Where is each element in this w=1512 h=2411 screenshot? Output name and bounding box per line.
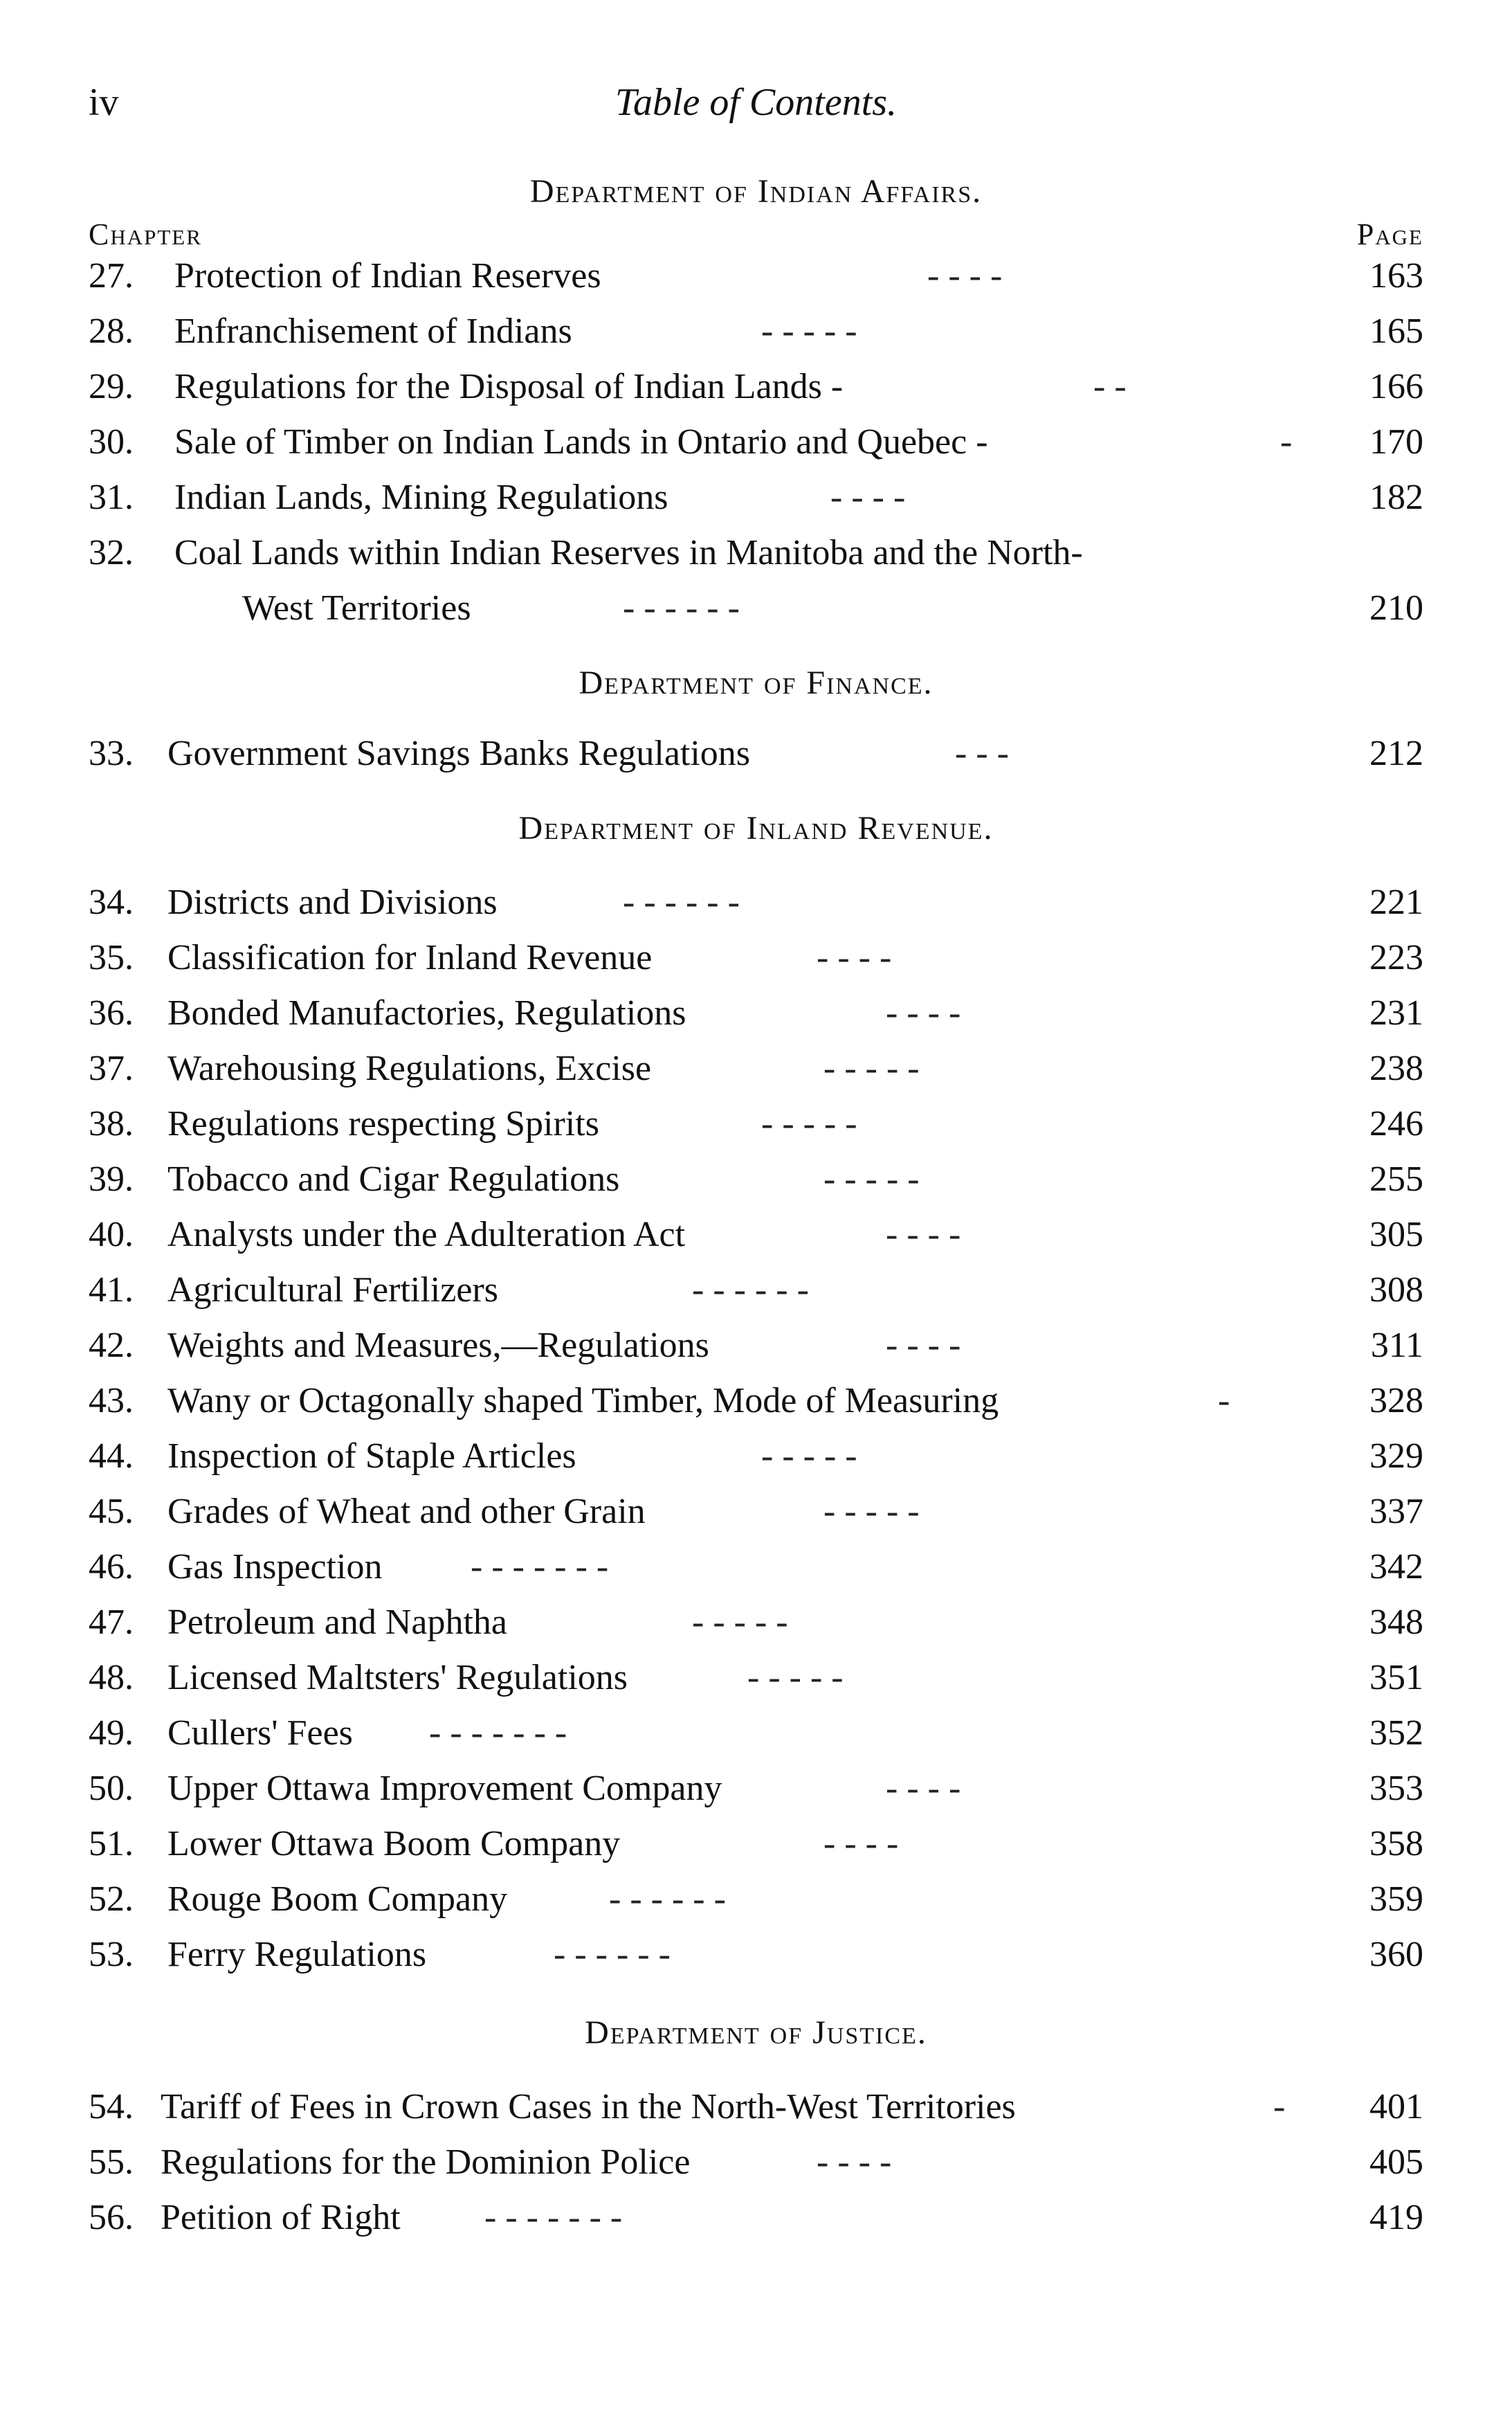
- chapter-title: Petition of Right: [161, 2198, 401, 2237]
- page-number: 328: [1369, 1381, 1423, 1420]
- section-heading: Department of Indian Affairs.: [529, 173, 983, 210]
- chapter-title: Districts and Divisions: [167, 883, 498, 922]
- chapter-number: 42.: [89, 1326, 134, 1365]
- chapter-title: Weights and Measures,—Regulations: [167, 1326, 709, 1365]
- page-number: 238: [1369, 1049, 1423, 1088]
- dot-leaders: -: [1218, 1381, 1230, 1420]
- chapter-number: 50.: [89, 1769, 134, 1808]
- chapter-title: Regulations for the Dominion Police: [161, 2142, 691, 2182]
- page-number: 212: [1369, 734, 1423, 773]
- chapter-title: Agricultural Fertilizers: [167, 1270, 498, 1310]
- page-number: 246: [1369, 1104, 1423, 1144]
- chapter-number: 53.: [89, 1935, 134, 1974]
- chapter-number: 52.: [89, 1879, 134, 1919]
- dot-leaders: - - - - - -: [609, 1879, 726, 1919]
- dot-leaders: - - - - - -: [623, 883, 740, 922]
- page-number: 166: [1369, 367, 1423, 406]
- dot-leaders: - - - -: [823, 1824, 899, 1863]
- page-number: 308: [1369, 1270, 1423, 1310]
- chapter-number: 35.: [89, 938, 134, 977]
- page-number: 223: [1369, 938, 1423, 977]
- dot-leaders: - - - - -: [823, 1049, 920, 1088]
- dot-leaders: - - - - - -: [623, 588, 740, 628]
- chapter-number: 30.: [89, 422, 134, 462]
- page-number: 419: [1369, 2198, 1423, 2237]
- chapter-number: 47.: [89, 1602, 134, 1642]
- dot-leaders: -: [1273, 2087, 1286, 2126]
- chapter-title: Lower Ottawa Boom Company: [167, 1824, 621, 1863]
- dot-leaders: - - - - -: [747, 1658, 844, 1697]
- page-number: 348: [1369, 1602, 1423, 1642]
- page-number: 311: [1370, 1326, 1423, 1365]
- chapter-title: Government Savings Banks Regulations: [167, 734, 751, 773]
- chapter-number: 36.: [89, 993, 134, 1033]
- dot-leaders: - - - -: [817, 2142, 892, 2182]
- page-number: 221: [1369, 883, 1423, 922]
- chapter-number: 46.: [89, 1547, 134, 1587]
- chapter-number: 37.: [89, 1049, 134, 1088]
- chapter-title: Rouge Boom Company: [167, 1879, 508, 1919]
- dot-leaders: - - - -: [886, 1326, 961, 1365]
- page-number: 405: [1369, 2142, 1423, 2182]
- chapter-number: 45.: [89, 1492, 134, 1531]
- dot-leaders: - - - -: [886, 993, 961, 1033]
- chapter-number: 55.: [89, 2142, 134, 2182]
- dot-leaders: - - - - - - -: [471, 1547, 609, 1587]
- page-number: 165: [1369, 311, 1423, 351]
- chapter-title: Gas Inspection: [167, 1547, 383, 1587]
- chapter-number: 51.: [89, 1824, 134, 1863]
- chapter-number: 34.: [89, 883, 134, 922]
- chapter-number: 44.: [89, 1436, 134, 1476]
- dot-leaders: - - - -: [817, 938, 892, 977]
- dot-leaders: - - - -: [886, 1215, 961, 1254]
- chapter-number: 38.: [89, 1104, 134, 1144]
- chapter-title: Regulations respecting Spirits: [167, 1104, 599, 1144]
- page-number: 342: [1369, 1547, 1423, 1587]
- chapter-title: Sale of Timber on Indian Lands in Ontario and Quebec -: [174, 422, 988, 462]
- chapter-column-label: Chapter: [89, 217, 202, 251]
- chapter-title: Licensed Maltsters' Regulations: [167, 1658, 628, 1697]
- chapter-title: Bonded Manufactories, Regulations: [167, 993, 686, 1033]
- page-number: 401: [1369, 2087, 1423, 2126]
- chapter-number: 27.: [89, 256, 134, 296]
- dot-leaders: - - - - -: [761, 1436, 857, 1476]
- chapter-title: Wany or Octagonally shaped Timber, Mode of Measuring: [167, 1381, 999, 1420]
- chapter-title: Regulations for the Disposal of Indian Lands -: [174, 367, 844, 406]
- chapter-number: 31.: [89, 478, 134, 517]
- chapter-title: Tobacco and Cigar Regulations: [167, 1159, 620, 1199]
- dot-leaders: - - - - - -: [554, 1935, 671, 1974]
- page-number: 353: [1369, 1769, 1423, 1808]
- chapter-number: 56.: [89, 2198, 134, 2237]
- dot-leaders: -: [1280, 422, 1293, 462]
- page-number: 182: [1369, 478, 1423, 517]
- chapter-number: 41.: [89, 1270, 134, 1310]
- chapter-title: Cullers' Fees: [167, 1713, 353, 1753]
- page-number: 255: [1369, 1159, 1423, 1199]
- chapter-title: Grades of Wheat and other Grain: [167, 1492, 646, 1531]
- chapter-number: 29.: [89, 367, 134, 406]
- chapter-title: Ferry Regulations: [167, 1935, 427, 1974]
- section-heading: Department of Justice.: [585, 2014, 927, 2051]
- dot-leaders: - - - -: [927, 256, 1003, 296]
- chapter-title: Indian Lands, Mining Regulations: [174, 478, 668, 517]
- chapter-title-continuation: West Territories: [242, 588, 471, 628]
- chapter-title: Inspection of Staple Articles: [167, 1436, 576, 1476]
- chapter-number: 39.: [89, 1159, 134, 1199]
- dot-leaders: - - - - -: [761, 1104, 857, 1144]
- dot-leaders: - - - - -: [823, 1159, 920, 1199]
- folio: iv: [89, 81, 119, 124]
- page-number: 210: [1369, 588, 1423, 628]
- chapter-title: Warehousing Regulations, Excise: [167, 1049, 652, 1088]
- chapter-title: Analysts under the Adulteration Act: [167, 1215, 686, 1254]
- chapter-title: Classification for Inland Revenue: [167, 938, 653, 977]
- page-number: 305: [1369, 1215, 1423, 1254]
- chapter-number: 49.: [89, 1713, 134, 1753]
- dot-leaders: - - - - - -: [692, 1270, 809, 1310]
- page-number: 329: [1369, 1436, 1423, 1476]
- chapter-number: 48.: [89, 1658, 134, 1697]
- dot-leaders: - - -: [955, 734, 1009, 773]
- chapter-title: Tariff of Fees in Crown Cases in the North-West Territories: [161, 2087, 1016, 2126]
- dot-leaders: - - - - - - -: [484, 2198, 623, 2237]
- chapter-number: 32.: [89, 533, 134, 572]
- chapter-title: Upper Ottawa Improvement Company: [167, 1769, 722, 1808]
- dot-leaders: - - - -: [886, 1769, 961, 1808]
- dot-leaders: - - - - -: [761, 311, 857, 351]
- dot-leaders: - - - -: [830, 478, 906, 517]
- section-heading: Department of Inland Revenue.: [518, 810, 994, 847]
- page-number: 337: [1369, 1492, 1423, 1531]
- page-number: 163: [1369, 256, 1423, 296]
- running-title: Table of Contents.: [614, 81, 898, 124]
- page-column-label: Page: [1356, 217, 1423, 251]
- page-number: 170: [1369, 422, 1423, 462]
- page-number: 360: [1369, 1935, 1423, 1974]
- dot-leaders: - - - - -: [823, 1492, 920, 1531]
- page-number: 359: [1369, 1879, 1423, 1919]
- chapter-title: Enfranchisement of Indians: [174, 311, 572, 351]
- dot-leaders: - -: [1093, 367, 1127, 406]
- chapter-title: Petroleum and Naphtha: [167, 1602, 507, 1642]
- chapter-number: 54.: [89, 2087, 134, 2126]
- section-heading: Department of Finance.: [579, 665, 933, 701]
- chapter-number: 43.: [89, 1381, 134, 1420]
- chapter-number: 28.: [89, 311, 134, 351]
- chapter-number: 40.: [89, 1215, 134, 1254]
- page-number: 358: [1369, 1824, 1423, 1863]
- chapter-title: Protection of Indian Reserves: [174, 256, 601, 296]
- page-number: 231: [1369, 993, 1423, 1033]
- page-number: 352: [1369, 1713, 1423, 1753]
- page-number: 351: [1369, 1658, 1423, 1697]
- chapter-title: Coal Lands within Indian Reserves in Manitoba and the North-: [174, 533, 1083, 572]
- dot-leaders: - - - - -: [692, 1602, 788, 1642]
- dot-leaders: - - - - - - -: [429, 1713, 567, 1753]
- chapter-number: 33.: [89, 734, 134, 773]
